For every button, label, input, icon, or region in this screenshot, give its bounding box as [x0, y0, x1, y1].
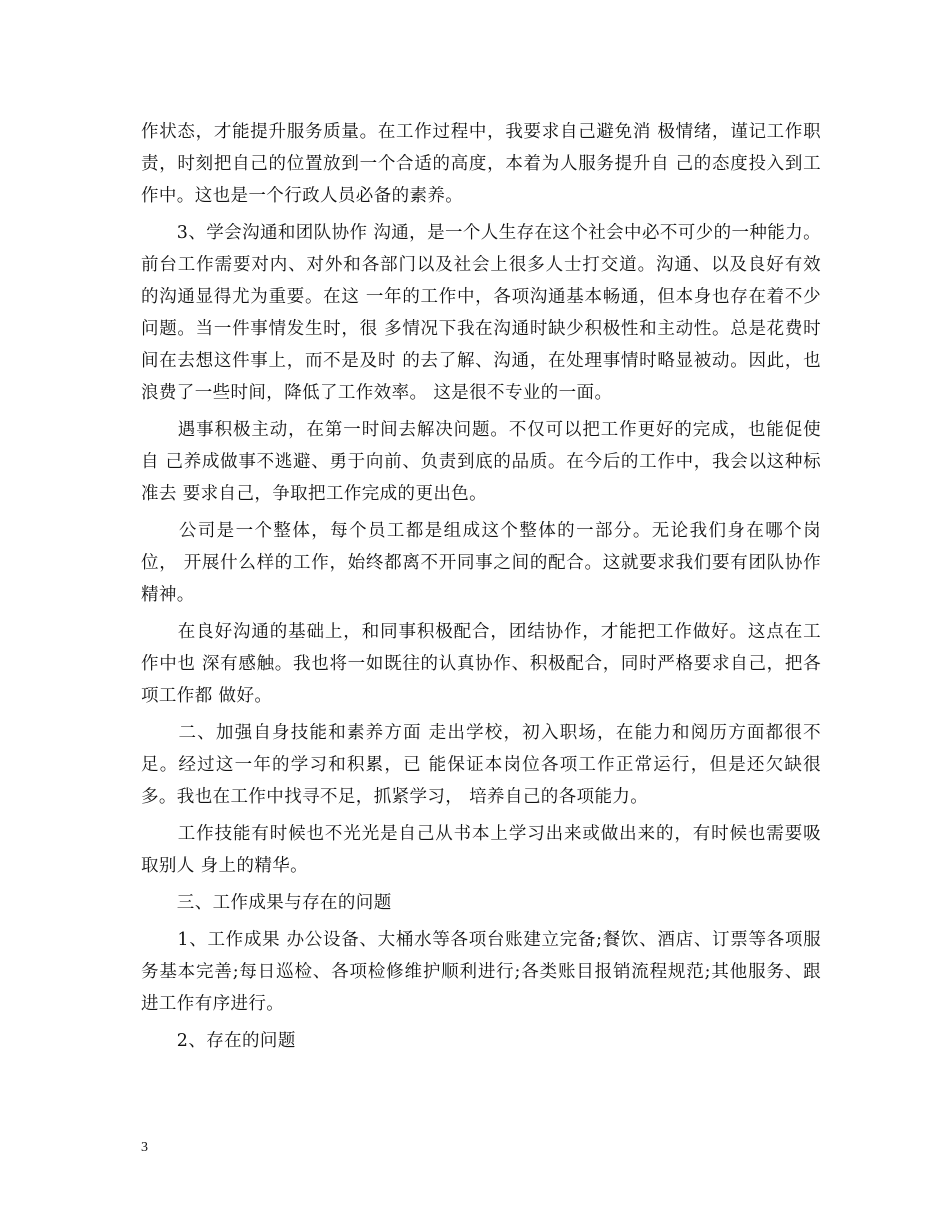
paragraph-2: 3、学会沟通和团队协作 沟通，是一个人生存在这个社会中必不可少的一种能力。前台工作需要对内、对外和各部门以及社会上很多人士打交道。沟通、以及良好有效的沟通显得尤为重要。在这 一年的工作中，各项沟通基本畅通，但本身也存在着不少问题。当一件事情发生时，很 多情况下我在沟通时缺少积极性和主动性。总是花费时间在去想这件事上，而不是及时 的去了解、沟通，在处理事情时略显被动。因此，也浪费了一些时间，降低了工作效率。 这是很不专业的一面。	[141, 223, 821, 403]
paragraph-4: 公司是一个整体，每个员工都是组成这个整体的一部分。无论我们身在哪个岗位， 开展什么样的工作，始终都离不开同事之间的配合。这就要求我们要有团队协作精神。	[141, 521, 821, 605]
document-body	[141, 116, 821, 1062]
paragraph-9: 1、工作成果 办公设备、大桶水等各项台账建立完备;餐饮、酒店、订票等各项服务基本完善;每日巡检、各项检修维护顺利进行;各类账目报销流程规范;其他服务、跟进工作有序进行。	[141, 930, 821, 1014]
page-number: 3	[141, 1140, 148, 1155]
paragraph-7: 工作技能有时候也不光光是自己从书本上学习出来或做出来的，有时候也需要吸取别人 身上的精华。	[141, 824, 821, 876]
paragraph-8: 三、工作成果与存在的问题	[141, 893, 392, 913]
paragraph-3: 遇事积极主动，在第一时间去解决问题。不仅可以把工作更好的完成，也能促使自 己养成做事不逃避、勇于向前、负责到底的品质。在今后的工作中，我会以这种标准去 要求自己，争取把工作完成的更出色。	[141, 420, 821, 504]
paragraph-1: 作状态，才能提升服务质量。在工作过程中，我要求自己避免消 极情绪，谨记工作职责，时刻把自己的位置放到一个合适的高度，本着为人服务提升自 己的态度投入到工作中。这也是一个行政人员必备的素养。	[141, 122, 821, 206]
paragraph-10: 2、存在的问题	[141, 1031, 296, 1051]
paragraph-6: 二、加强自身技能和素养方面 走出学校，初入职场，在能力和阅历方面都很不足。经过这一年的学习和积累，已 能保证本岗位各项工作正常运行，但是还欠缺很多。我也在工作中找寻不足，抓紧学习， 培养自己的各项能力。	[141, 723, 821, 807]
paragraph-5: 在良好沟通的基础上，和同事积极配合，团结协作，才能把工作做好。这点在工作中也 深有感触。我也将一如既往的认真协作、积极配合，同时严格要求自己，把各项工作都 做好。	[141, 622, 821, 706]
